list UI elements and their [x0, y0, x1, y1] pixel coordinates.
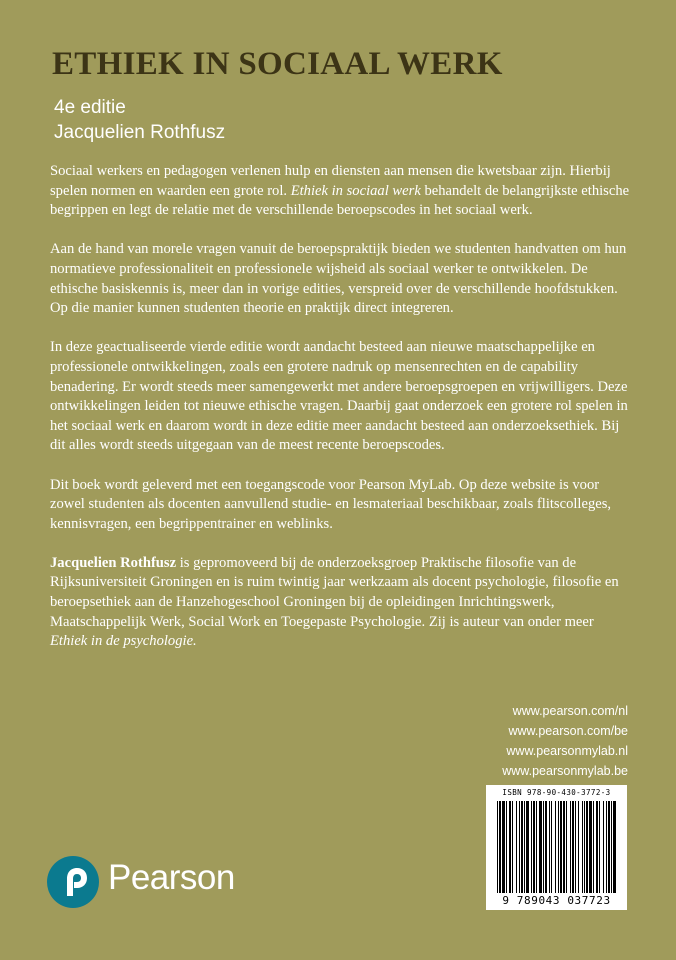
author-bio-book-italic: Ethiek in de psychologie.	[50, 633, 197, 650]
website-link[interactable]: www.pearson.com/be	[508, 724, 628, 738]
barcode-bar	[516, 801, 517, 893]
barcode-bar	[524, 801, 525, 893]
barcode-bar	[549, 801, 550, 893]
barcode-bar	[555, 801, 556, 893]
barcode-bar	[584, 801, 585, 893]
website-link[interactable]: www.pearsonmylab.be	[502, 764, 628, 778]
blurb-paragraph-2: Aan de hand van morele vragen vanuit de beroepspraktijk bieden we studenten handvatten om hun normatieve professionaliteit en professionele wijsheid als sociaal werker te ontwikkelen. De ethische basiskennis is, meer dan in vorige edities, verspreid over de verschillende hoofdstukken. Op die manier kunnen studenten theorie en praktijk direct integreren.	[50, 241, 627, 317]
blurb	[50, 162, 630, 671]
barcode-bar	[502, 801, 505, 893]
barcode-bar	[545, 801, 547, 893]
barcode-bar	[539, 801, 542, 893]
barcode-bar	[608, 801, 610, 893]
book-title: ETHIEK IN SOCIAAL WERK	[52, 46, 503, 82]
barcode-bar	[570, 801, 571, 893]
p1-book-title-italic: Ethiek in sociaal werk	[290, 182, 421, 199]
barcode-bar	[606, 801, 607, 893]
p1-text-b: behandelt de belangrijkste ethische begrippen en legt de relatie met de verschillende beroepscodes in het sociaal werk.	[50, 182, 630, 219]
ean-digits: 9 789043 037723	[502, 894, 611, 907]
barcode-bar	[566, 801, 567, 893]
barcode-bar	[558, 801, 559, 893]
barcode-bar	[578, 801, 579, 893]
barcode-bar	[551, 801, 552, 893]
barcode-bar	[599, 801, 600, 893]
author-bio	[50, 554, 630, 652]
author-name: Jacquelien Rothfusz	[54, 122, 226, 143]
website-list	[502, 701, 628, 781]
isbn-barcode	[486, 785, 627, 910]
author-bio-name: Jacquelien Rothfusz	[50, 554, 177, 571]
blurb-paragraph-1	[50, 162, 630, 221]
author-bio-text: is gepromoveerd bij de onderzoeksgroep Praktische filosofie van de Rijksuniversiteit Groningen en is ruim twintig jaar werkzaam als docent psychologie, filosofie en beroepsethiek aan de Hanzehogeschool Groningen bij de opleidingen Inrichtingswerk, Maatschappelijk Werk, Social Work en Toegepaste Psychologie. Zij is auteur van onder meer	[50, 554, 619, 630]
isbn-label: ISBN 978-90-430-3772-3	[502, 788, 611, 797]
barcode-bar	[509, 801, 511, 893]
edition-label: 4e editie	[54, 97, 126, 118]
barcode-bar	[575, 801, 576, 893]
barcode-bar	[596, 801, 598, 893]
barcode-bar	[497, 801, 498, 893]
barcode-bar	[589, 801, 592, 893]
publisher-wordmark: Pearson	[108, 858, 235, 897]
blurb-paragraph-4: Dit boek wordt geleverd met een toegangscode voor Pearson MyLab. Op deze website is voor zowel studenten als docenten aanvullend studie- en lesmateriaal beschikbaar, zoals flitscolleges, kennisvragen, een begrippentrainer en weblinks.	[50, 476, 612, 532]
barcode-bar	[543, 801, 544, 893]
barcode-bar	[613, 801, 616, 893]
pearson-p-logo-icon	[47, 856, 99, 908]
barcode-bar	[499, 801, 501, 893]
barcode-bar	[611, 801, 612, 893]
barcode-bar	[519, 801, 520, 893]
website-link[interactable]: www.pearson.com/nl	[512, 704, 628, 718]
barcode-bars	[497, 801, 616, 893]
barcode-bar	[531, 801, 532, 893]
barcode-bar	[563, 801, 565, 893]
barcode-bar	[506, 801, 507, 893]
blurb-paragraph-3: In deze geactualiseerde vierde editie wordt aandacht besteed aan nieuwe maatschappelijke en professionele ontwikkelingen, zoals een grotere nadruk op mensenrechten en de capability benadering. Er wordt steeds meer samengewerkt met andere beroepsgroepen en vrijwilligers. Deze ontwikkelingen leiden tot nieuwe ethische vragen. Daarbij gaat onderzoek een grotere rol spelen in het sociaal werk en daarom wordt in deze editie meer aandacht besteed aan onderzoeksethiek. Bij dit alles wordt steeds uitgegaan van de meest recente beroepscodes.	[50, 339, 628, 454]
barcode-bar	[572, 801, 574, 893]
barcode-bar	[586, 801, 588, 893]
barcode-bar	[603, 801, 604, 893]
website-link[interactable]: www.pearsonmylab.nl	[506, 744, 628, 758]
p1-text-a: Sociaal werkers en pedagogen verlenen hulp en diensten aan mensen die kwetsbaar zijn. Hierbij spelen normen en waarden een grote rol.	[50, 163, 611, 199]
barcode-bar	[593, 801, 594, 893]
barcode-bar	[582, 801, 583, 893]
barcode-bar	[526, 801, 529, 893]
barcode-bar	[560, 801, 562, 893]
barcode-bar	[521, 801, 523, 893]
barcode-bar	[533, 801, 535, 893]
barcode-bar	[536, 801, 537, 893]
barcode-bar	[512, 801, 513, 893]
